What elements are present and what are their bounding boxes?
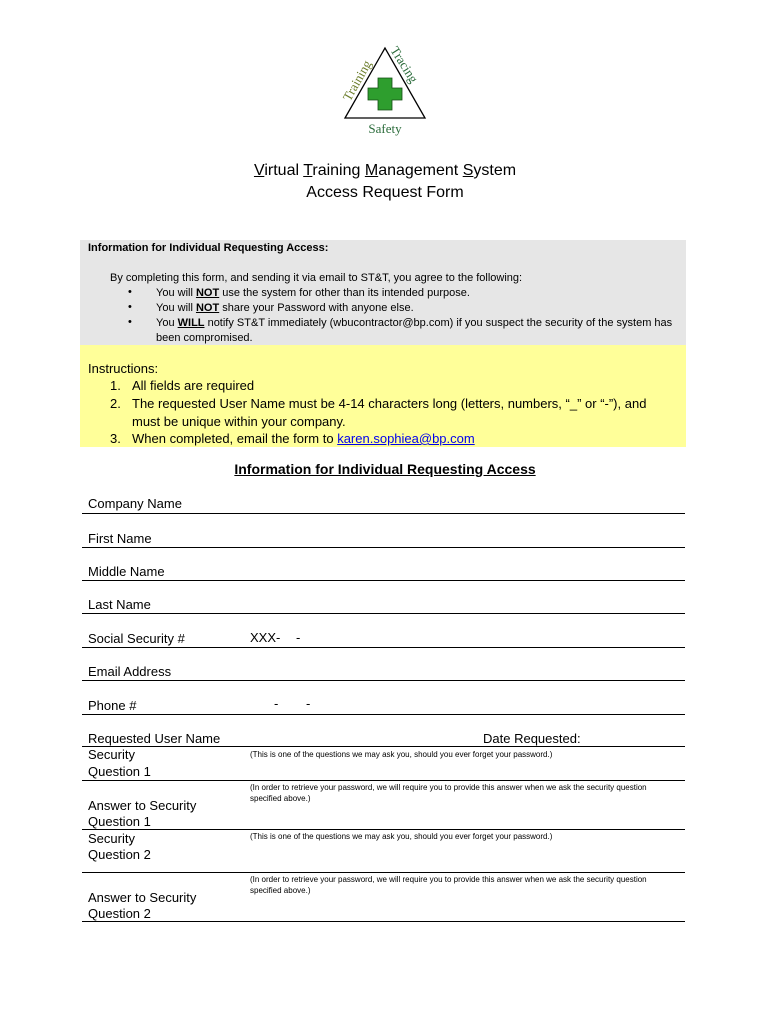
logo-text-training: Training: [339, 57, 375, 104]
instructions-heading: Instructions:: [88, 361, 159, 376]
phone-field[interactable]: [82, 714, 685, 715]
answer-2-label-line1: Answer to Security: [88, 890, 197, 905]
answer-1-note: (In order to retrieve your password, we will require you to provide this answer when we ask the security question specified above.): [250, 783, 647, 803]
email-address-label: Email Address: [88, 664, 172, 679]
answer-1-field[interactable]: [82, 829, 685, 830]
security-question-2-label-line2: Question 2: [88, 847, 151, 862]
ssn-field[interactable]: [82, 647, 685, 648]
email-address-field[interactable]: [82, 680, 685, 681]
security-question-1-label-line1: Security: [88, 747, 135, 762]
security-question-2-field[interactable]: [82, 872, 685, 873]
email-link[interactable]: karen.sophiea@bp.com: [337, 431, 475, 446]
agreement-heading: Information for Individual Requesting Access:: [88, 242, 329, 254]
agreement-box: [80, 240, 686, 345]
answer-2-label-line2: Question 2: [88, 906, 151, 921]
agreement-bullet: • You will NOT use the system for other than its intended purpose.: [128, 286, 470, 299]
phone-label: Phone #: [88, 698, 137, 713]
security-question-2-label-line1: Security: [88, 831, 135, 846]
phone-separator: -: [306, 696, 311, 711]
instructions-box: [80, 345, 686, 447]
title-word-virtual: Virtual: [253, 162, 304, 179]
agreement-intro: By completing this form, and sending it via email to ST&T, you agree to the following:: [110, 272, 523, 284]
logo-text-safety: Safety: [368, 121, 402, 136]
answer-1-label-line2: Question 1: [88, 814, 151, 829]
date-requested-label: Date Requested:: [483, 731, 581, 746]
instruction-item: 3. When completed, email the form to karen.sophiea@bp.com: [110, 431, 475, 446]
answer-2-note: (In order to retrieve your password, we will require you to provide this answer when we ask the security question specified above.): [250, 875, 647, 895]
security-question-1-field[interactable]: [82, 780, 685, 781]
logo-cross-icon: [368, 78, 402, 110]
first-name-field[interactable]: [82, 547, 685, 548]
title-word-training: Training: [303, 162, 365, 179]
answer-1-label-line1: Answer to Security: [88, 798, 197, 813]
title-word-system: System: [462, 162, 517, 179]
security-question-1-label-line2: Question 1: [88, 764, 151, 779]
middle-name-field[interactable]: [82, 580, 685, 581]
first-name-label: First Name: [88, 531, 152, 546]
company-name-field[interactable]: [82, 513, 685, 514]
title-word-management: Management: [364, 162, 463, 179]
phone-separator: -: [274, 696, 279, 711]
instruction-item: 2. The requested User Name must be 4-14 characters long (letters, numbers, “_” or “-”), and must be unique within your company.: [110, 396, 647, 429]
ssn-prefix: XXX-: [250, 630, 281, 645]
bullet-icon: •: [128, 286, 132, 298]
bullet-icon: •: [128, 316, 132, 328]
section-heading: Information for Individual Requesting Access: [234, 461, 536, 477]
page-title: [0, 162, 770, 180]
training-tracing-safety-logo: [330, 40, 440, 140]
last-name-field[interactable]: [82, 613, 685, 614]
agreement-bullet: • You WILL notify ST&T immediately (wbucontractor@bp.com) if you suspect the security of the system has been compromised.: [128, 316, 673, 344]
ssn-separator: -: [296, 630, 301, 645]
company-name-label: Company Name: [88, 496, 182, 511]
answer-2-field[interactable]: [82, 921, 685, 922]
page-subtitle: Access Request Form: [306, 184, 464, 201]
middle-name-label: Middle Name: [88, 564, 165, 579]
last-name-label: Last Name: [88, 597, 151, 612]
instruction-item: 1. All fields are required: [110, 378, 255, 393]
requested-username-label: Requested User Name: [88, 731, 221, 746]
security-question-2-note: (This is one of the questions we may ask you, should you ever forget your password.): [250, 832, 553, 841]
ssn-label: Social Security #: [88, 631, 185, 646]
requested-username-field[interactable]: [82, 746, 685, 747]
bullet-icon: •: [128, 301, 132, 313]
security-question-1-note: (This is one of the questions we may ask you, should you ever forget your password.): [250, 750, 553, 759]
logo-text-tracing: Tracing: [387, 43, 422, 86]
agreement-bullet: • You will NOT share your Password with anyone else.: [128, 301, 414, 314]
